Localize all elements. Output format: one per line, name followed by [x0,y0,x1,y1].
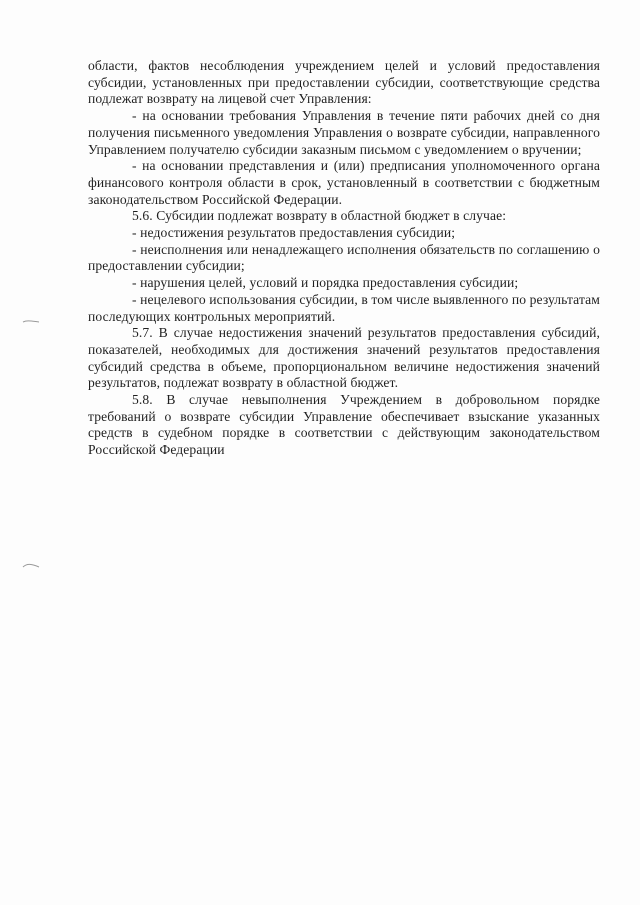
paragraph: области, фактов несоблюдения учреждением целей и условий предоставления субсидии, установленных при предоставлении субсидии, соответствующие средства подлежат возврату на лицевой счет Управления: [88,58,600,107]
paragraph: 5.8. В случае невыполнения Учреждением в добровольном порядке требований о возврате субсидии Управление обеспечивает взыскание указанных средств в судебном порядке в соответствии с действующим законодательством Российской Федерации [88,392,600,458]
paragraph: 5.7. В случае недостижения значений результатов предоставления субсидий, показателей, необходимых для достижения значений результатов предоставления субсидий средства в объеме, пропорциональном величине недостижения значений результатов, подлежат возврату в областной бюджет. [88,325,600,391]
paragraph: - неисполнения или ненадлежащего исполнения обязательств по соглашению о предоставлении субсидии; [88,241,600,274]
scan-artifact-mark [22,562,40,568]
paragraph: - недостижения результатов предоставления субсидии; [132,225,456,241]
document-body [88,58,600,459]
scan-artifact-mark [22,318,40,324]
paragraph: 5.6. Субсидии подлежат возврату в областной бюджет в случае: [132,208,507,224]
paragraph: - нецелевого использования субсидии, в том числе выявленного по результатам последующих контрольных мероприятий. [88,291,600,324]
paragraph: - нарушения целей, условий и порядка предоставления субсидии; [132,275,519,291]
paragraph: - на основании требования Управления в течение пяти рабочих дней со дня получения письменного уведомления Управления о возврате субсидии, направленного Управлением получателю субсидии заказным письмом с уведомлением о вручении; [88,108,600,157]
paragraph: - на основании представления и (или) предписания уполномоченного органа финансового контроля области в срок, установленный в соответствии с бюджетным законодательством Российской Федерации. [88,158,600,207]
